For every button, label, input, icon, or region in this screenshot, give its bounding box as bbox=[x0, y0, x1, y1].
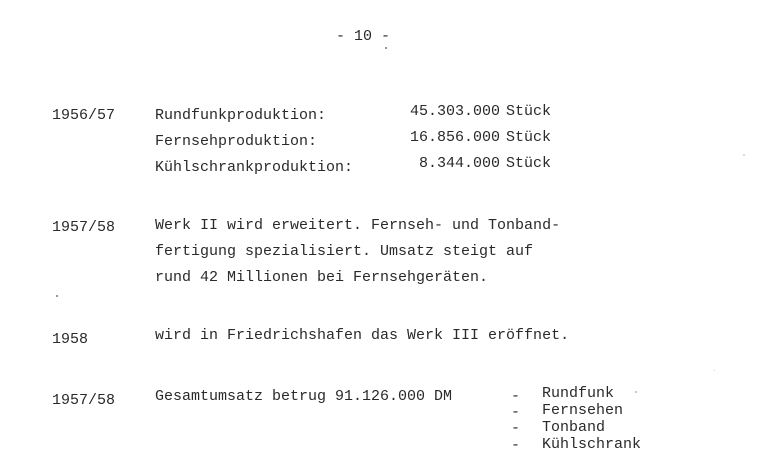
list-dash: - bbox=[511, 420, 521, 437]
scan-speck bbox=[743, 154, 745, 156]
list-item-fernsehen: Fernsehen bbox=[542, 402, 624, 419]
year-1958: 1958 bbox=[52, 331, 89, 348]
list-dash: - bbox=[511, 388, 521, 405]
scan-speck bbox=[714, 370, 715, 371]
production-value-tv: 16.856.000 bbox=[409, 129, 500, 146]
list-dash: - bbox=[511, 404, 521, 421]
production-label-fridge: Kühlschrankproduktion: bbox=[155, 159, 354, 176]
list-item-rundfunk: Rundfunk bbox=[542, 385, 615, 402]
production-unit-tv: Stück bbox=[506, 129, 552, 146]
list-item-kuehlschrank: Kühlschrank bbox=[542, 436, 642, 453]
scan-speck bbox=[56, 295, 58, 297]
production-label-tv: Fernsehproduktion: bbox=[155, 133, 318, 150]
year-1956-57: 1956/57 bbox=[52, 107, 116, 124]
year-1957-58-total: 1957/58 bbox=[52, 392, 116, 409]
list-dash: - bbox=[511, 437, 521, 454]
scan-speck bbox=[385, 47, 387, 49]
scan-speck bbox=[635, 391, 637, 393]
total-revenue-text: Gesamtumsatz betrug 91.126.000 DM bbox=[155, 388, 453, 405]
page-number: - 10 - bbox=[336, 28, 391, 45]
production-unit-radio: Stück bbox=[506, 103, 552, 120]
production-value-fridge: 8.344.000 bbox=[418, 155, 500, 172]
entry-1957-line-1: Werk II wird erweitert. Fernseh- und Tonband- bbox=[155, 217, 561, 234]
production-label-radio: Rundfunkproduktion: bbox=[155, 107, 327, 124]
entry-1957-line-3: rund 42 Millionen bei Fernsehgeräten. bbox=[155, 269, 489, 286]
production-value-radio: 45.303.000 bbox=[409, 103, 500, 120]
list-item-tonband: Tonband bbox=[542, 419, 606, 436]
production-unit-fridge: Stück bbox=[506, 155, 552, 172]
entry-1958-text: wird in Friedrichshafen das Werk III eröffnet. bbox=[155, 327, 570, 344]
year-1957-58: 1957/58 bbox=[52, 219, 116, 236]
entry-1957-line-2: fertigung spezialisiert. Umsatz steigt auf bbox=[155, 243, 534, 260]
